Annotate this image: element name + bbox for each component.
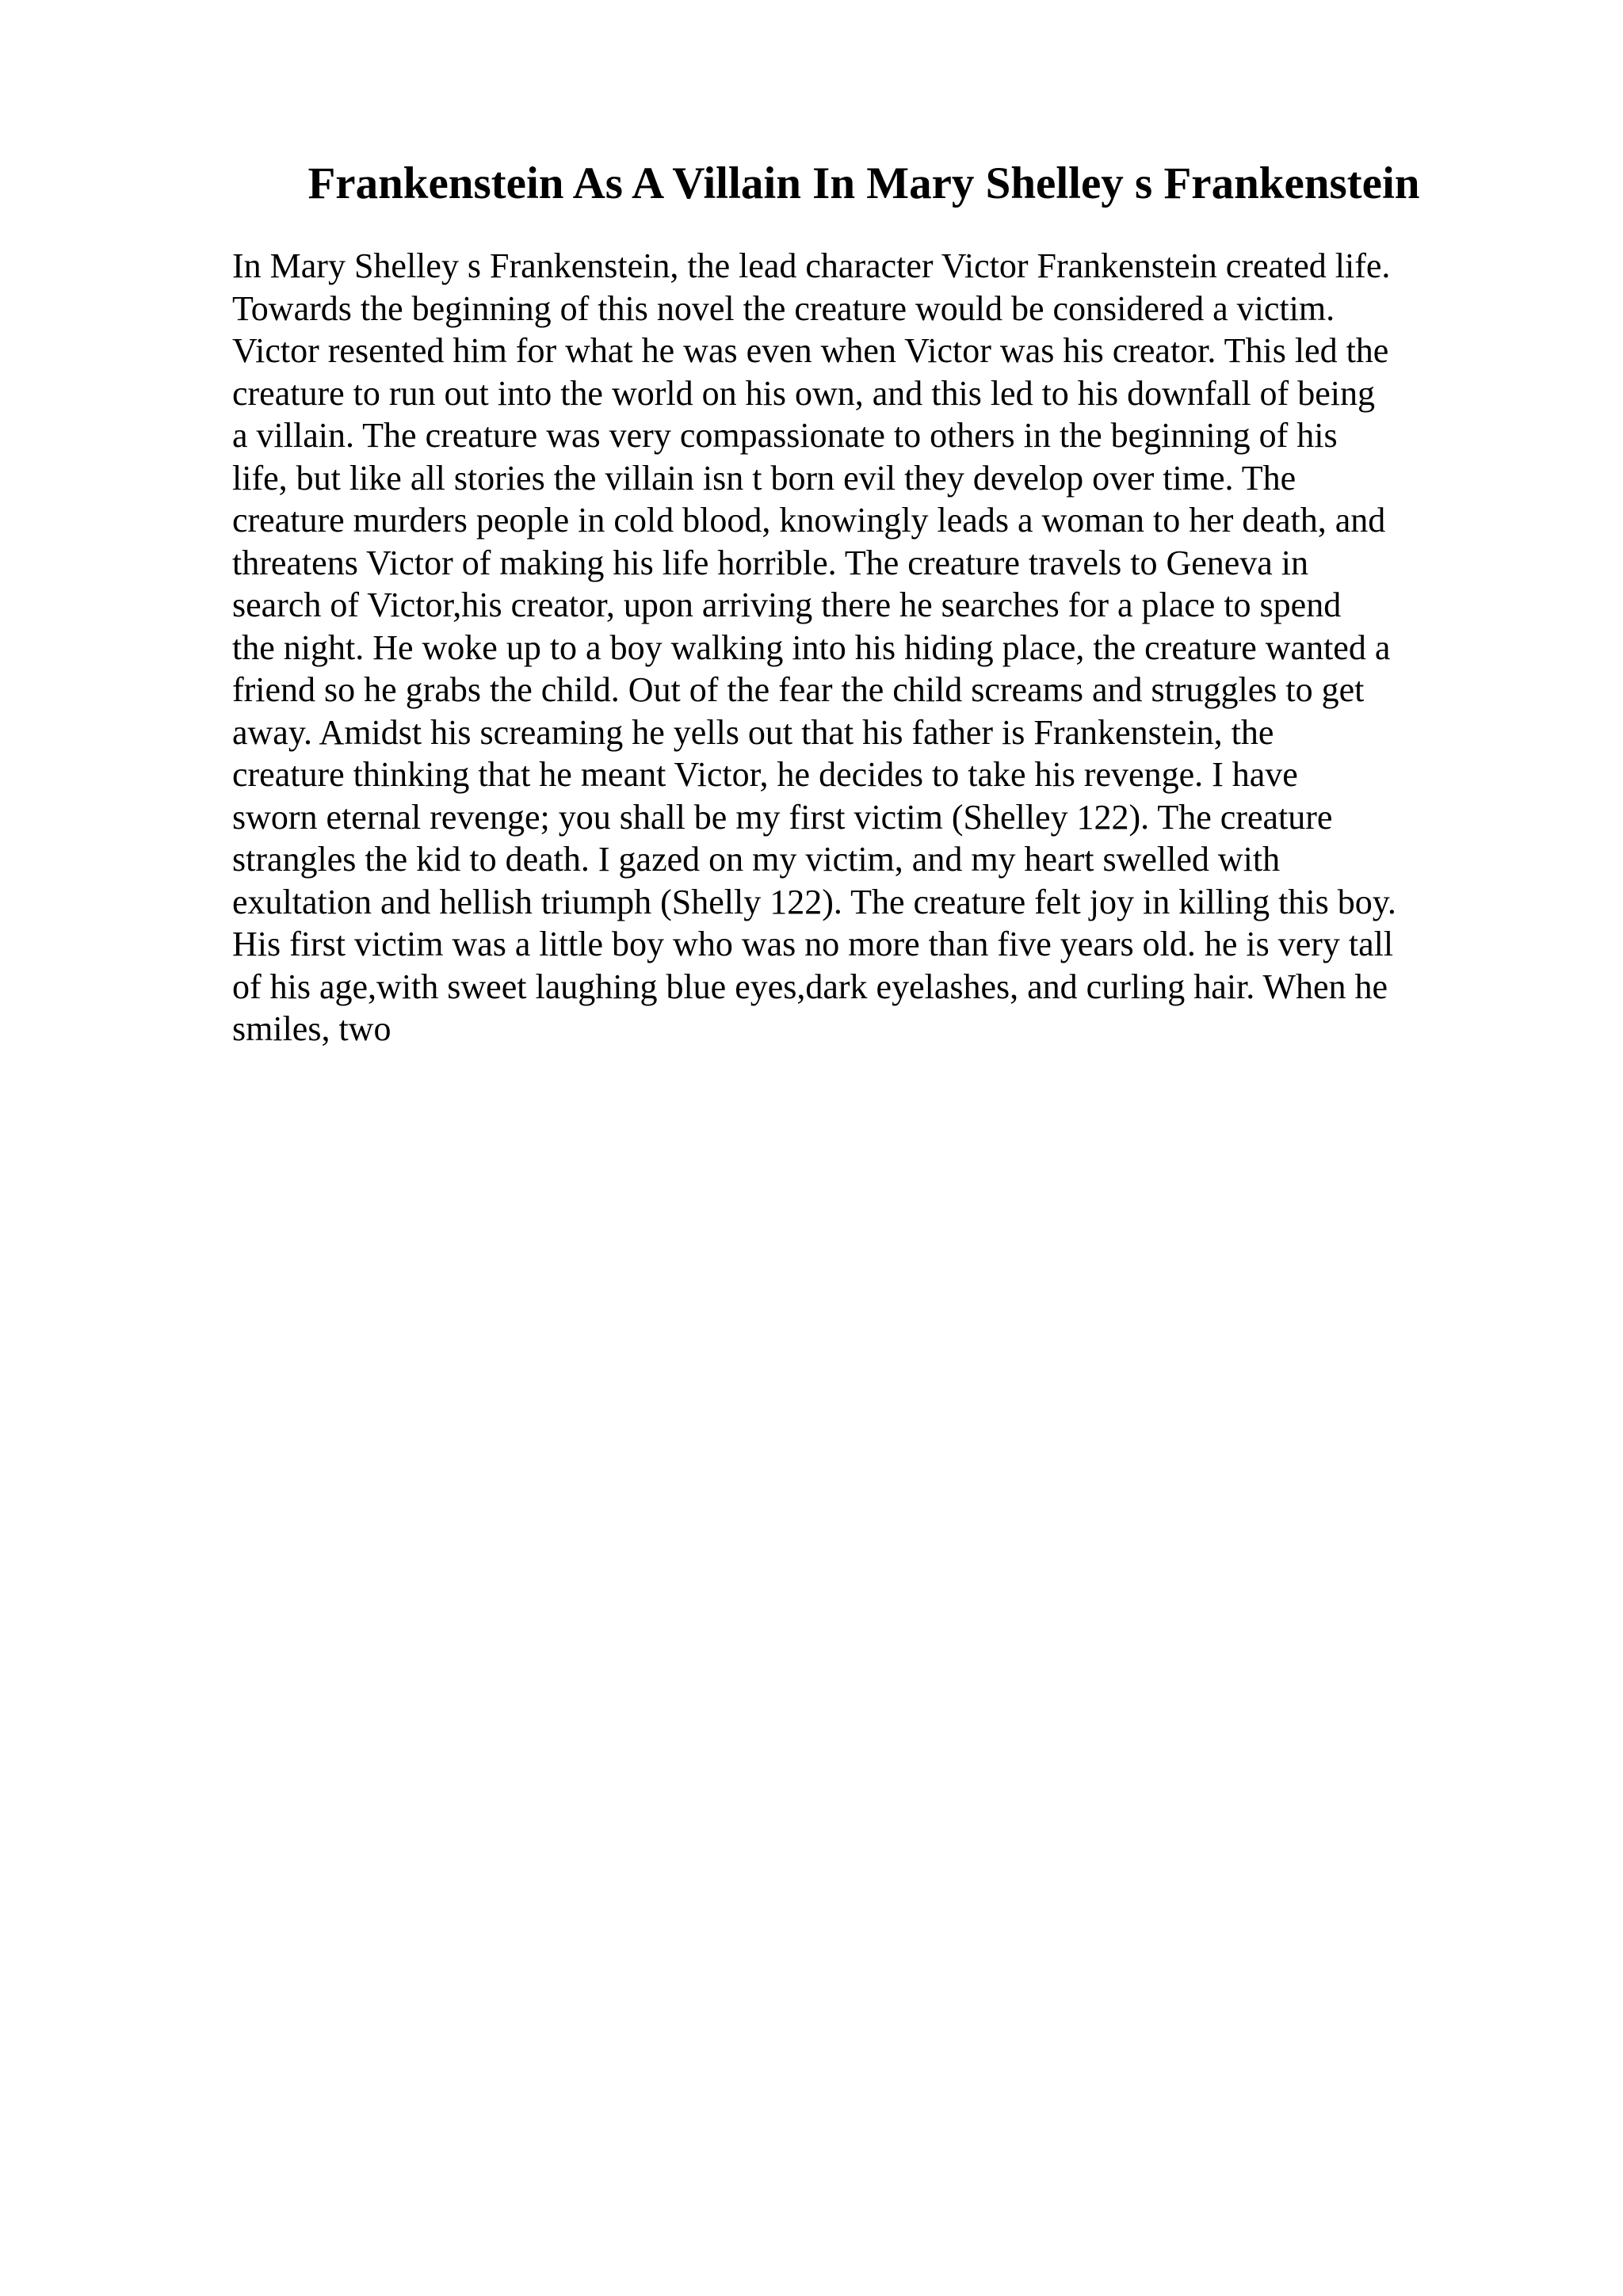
body-line: creature to run out into the world on his own, and this led to his downfall of being	[232, 373, 1375, 413]
body-line: a villain. The creature was very compassionate to others in the beginning of his	[232, 416, 1338, 455]
document-title: Frankenstein As A Villain In Mary Shelley s Frankenstein	[307, 158, 1420, 208]
body-line: exultation and hellish triumph (Shelly 122). The creature felt joy in killing this boy.	[232, 882, 1396, 921]
document-body	[232, 245, 1500, 1051]
body-line: threatens Victor of making his life horrible. The creature travels to Geneva in	[232, 543, 1309, 582]
body-line: smiles, two	[232, 1009, 391, 1048]
body-line: sworn eternal revenge; you shall be my first victim (Shelley 122). The creature	[232, 797, 1333, 837]
body-line: life, but like all stories the villain isn t born evil they develop over time. The	[232, 458, 1296, 498]
body-line: search of Victor,his creator, upon arriving there he searches for a place to spend	[232, 585, 1342, 624]
body-line: In Mary Shelley s Frankenstein, the lead character Victor Frankenstein created life.	[232, 246, 1391, 285]
body-line: away. Amidst his screaming he yells out that his father is Frankenstein, the	[232, 712, 1274, 752]
body-line: the night. He woke up to a boy walking into his hiding place, the creature wanted a	[232, 627, 1391, 667]
body-line: strangles the kid to death. I gazed on my victim, and my heart swelled with	[232, 840, 1281, 879]
body-line: friend so he grabs the child. Out of the fear the child screams and struggles to get	[232, 670, 1365, 709]
body-line: Victor resented him for what he was even when Victor was his creator. This led the	[232, 331, 1389, 370]
body-line: of his age,with sweet laughing blue eyes,dark eyelashes, and curling hair. When he	[232, 967, 1388, 1006]
body-line: creature thinking that he meant Victor, he decides to take his revenge. I have	[232, 755, 1298, 794]
body-line: Towards the beginning of this novel the creature would be considered a victim.	[232, 288, 1335, 328]
body-line: His first victim was a little boy who was no more than five years old. he is very tall	[232, 925, 1394, 963]
body-line: creature murders people in cold blood, knowingly leads a woman to her death, and	[232, 501, 1386, 540]
